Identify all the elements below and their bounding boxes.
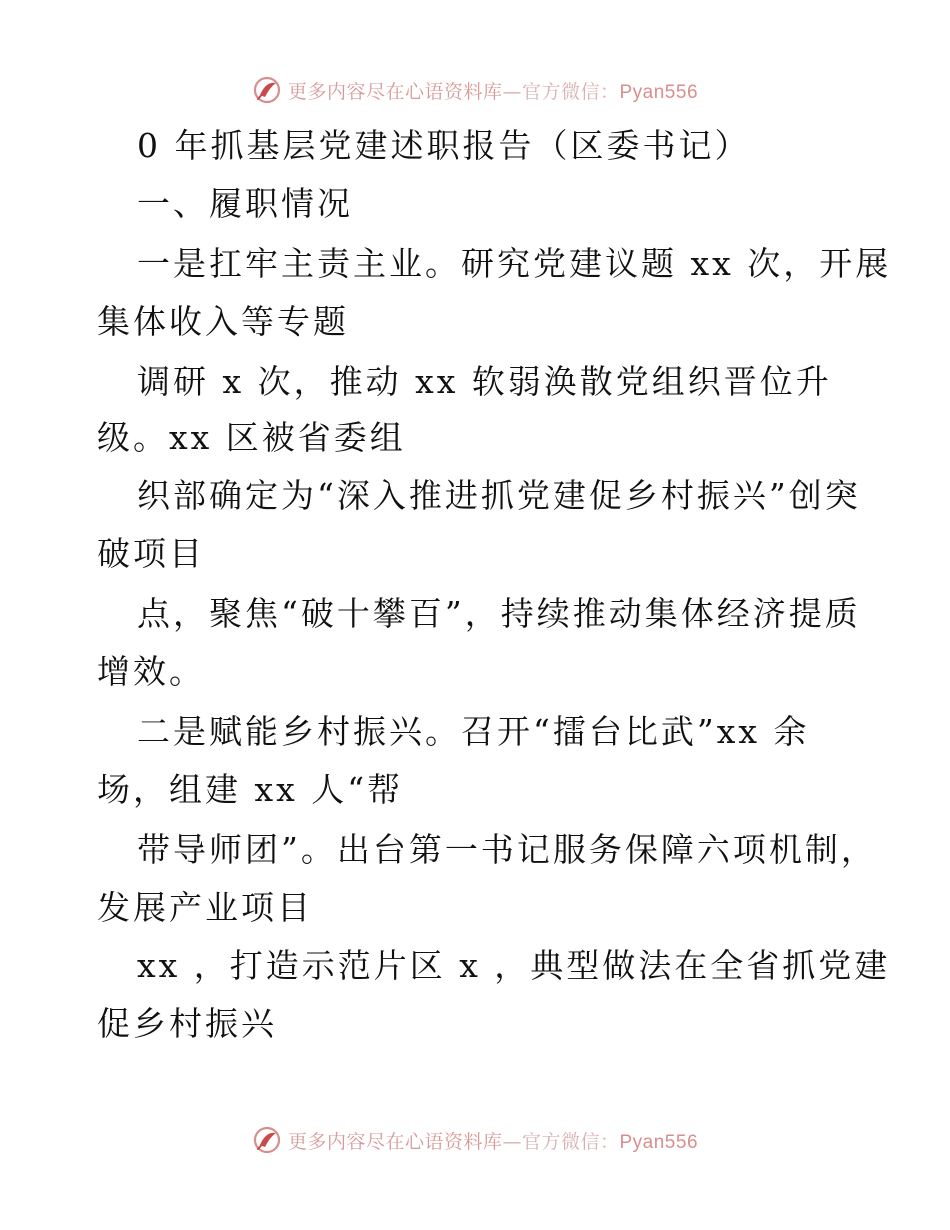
watermark-separator: — <box>502 1130 522 1153</box>
paragraph-line: 二是赋能乡村振兴。召开“擂台比武”xx 余 <box>137 712 810 751</box>
paragraph-line: 织部确定为“深入推进抓党建促乡村振兴”创突 <box>137 476 861 515</box>
paragraph-line: 破项目 <box>97 534 205 573</box>
paragraph-line: 发展产业项目 <box>97 888 313 927</box>
leaf-brush-logo-icon <box>252 75 282 105</box>
watermark-handle: Pyan556 <box>619 81 699 103</box>
watermark-label: 官方微信： <box>521 1130 620 1153</box>
document-title: 0 年抓基层党建述职报告（区委书记） <box>137 126 751 165</box>
watermark-text <box>288 1127 698 1154</box>
paragraph-line: 一是扛牢主责主业。研究党建议题 xx 次，开展 <box>137 244 892 283</box>
watermark-label: 官方微信： <box>521 80 620 103</box>
watermark-text <box>288 77 698 104</box>
paragraph-line: xx ，打造示范片区 x ，典型做法在全省抓党建 <box>137 946 891 985</box>
watermark-brand: 更多内容尽在心语资料库 <box>287 1130 503 1153</box>
paragraph-line: 集体收入等专题 <box>97 302 349 341</box>
paragraph-line: 级。xx 区被省委组 <box>97 418 406 457</box>
paragraph-line: 点，聚焦“破十攀百”，持续推动集体经济提质 <box>137 594 861 633</box>
watermark-handle: Pyan556 <box>619 1131 699 1153</box>
paragraph-line: 调研 x 次，推动 xx 软弱涣散党组织晋位升 <box>137 362 832 401</box>
paragraph-line: 场，组建 xx 人“帮 <box>97 770 404 809</box>
footer-watermark <box>0 1120 950 1160</box>
paragraph-line: 带导师团”。出台第一书记服务保障六项机制， <box>137 830 877 869</box>
header-watermark <box>0 70 950 110</box>
leaf-brush-logo-icon <box>252 1125 282 1155</box>
section-heading: 一、履职情况 <box>137 184 353 223</box>
watermark-separator: — <box>502 80 522 103</box>
watermark-brand: 更多内容尽在心语资料库 <box>287 80 503 103</box>
paragraph-line: 增效。 <box>97 652 205 691</box>
paragraph-line: 促乡村振兴 <box>97 1004 277 1043</box>
